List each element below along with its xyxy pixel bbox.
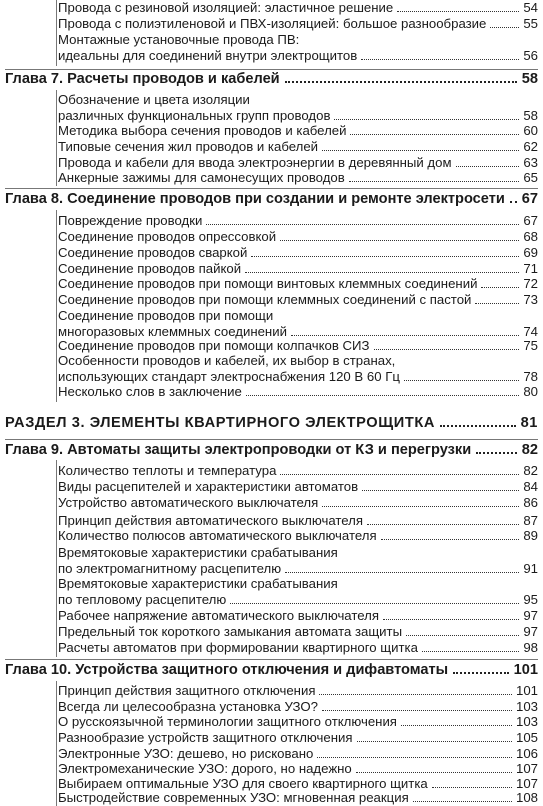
dot-leader	[374, 349, 520, 350]
indent-rule	[56, 210, 57, 402]
entry-page: 54	[523, 0, 538, 15]
entry-page: 97	[523, 608, 538, 623]
entry-title: Выбираем оптимальные УЗО для своего квартирного щитка	[58, 776, 428, 791]
entry-title: Провода с резиновой изоляцией: эластичное решение	[58, 0, 394, 15]
entry-title: Соединение проводов при помощи клеммных соединений с пастой	[58, 292, 472, 307]
dot-leader	[285, 572, 519, 573]
entry-page: 108	[515, 790, 538, 805]
entry-page: 91	[523, 561, 538, 576]
dot-leader	[285, 81, 517, 83]
chapter-title: Глава 10. Устройства защитного отключения и дифавтоматы	[5, 662, 449, 678]
toc-entry	[58, 292, 538, 308]
entry-title: Всегда ли целесообразна установка УЗО?	[58, 699, 318, 714]
entry-title: Соединение проводов опрессовкой	[58, 229, 277, 244]
entry-page: 89	[523, 528, 538, 543]
entry-title: Разнообразие устройств защитного отключения	[58, 730, 353, 745]
chapter-page: 58	[521, 71, 538, 87]
entry-title: Рабочее напряжение автоматического выключателя	[58, 608, 379, 623]
dot-leader	[317, 757, 512, 758]
dot-leader	[361, 59, 519, 60]
dot-leader	[357, 741, 512, 742]
dot-leader	[350, 134, 519, 135]
dot-leader	[280, 474, 519, 475]
dot-leader	[404, 380, 519, 381]
entry-page: 62	[523, 139, 538, 154]
toc-entry	[58, 245, 538, 261]
entry-page: 71	[523, 261, 538, 276]
entry-page: 107	[515, 761, 538, 776]
entry-title: Типовые сечения жил проводов и кабелей	[58, 139, 319, 154]
entry-page: 82	[523, 463, 538, 478]
entry-page: 101	[515, 683, 538, 698]
divider	[5, 439, 538, 440]
toc-entry	[58, 790, 538, 806]
entry-title: Количество полюсов автоматического выключателя	[58, 528, 377, 543]
toc-entry	[58, 213, 538, 229]
entry-page: 68	[523, 229, 538, 244]
entry-title: Расчеты автоматов при формировании квартирного щитка	[58, 640, 418, 655]
dot-leader	[413, 801, 512, 802]
toc-entry	[58, 608, 538, 624]
divider	[5, 659, 538, 660]
dot-leader	[456, 166, 520, 167]
toc-entry	[58, 92, 538, 124]
toc-entry	[58, 338, 538, 354]
entry-page: 74	[523, 324, 538, 339]
toc-entry	[58, 683, 538, 699]
entry-page: 95	[523, 592, 538, 607]
entry-title: Электронные УЗО: дешево, но рисковано	[58, 746, 314, 761]
entry-title-line1: Времятоковые характеристики срабатывания	[58, 576, 338, 591]
dot-leader	[356, 772, 512, 773]
entry-title-line1: Обозначение и цвета изоляции	[58, 92, 250, 107]
toc-entry	[58, 463, 538, 479]
toc-entry	[58, 528, 538, 544]
dot-leader	[245, 272, 519, 273]
toc-entry	[58, 229, 538, 245]
entry-page: 69	[523, 245, 538, 260]
toc-entry	[58, 495, 538, 511]
toc-entry	[58, 576, 538, 608]
entry-title: Виды расцепителей и характеристики автоматов	[58, 479, 359, 494]
indent-rule	[56, 0, 57, 66]
entry-title: по электромагнитному расцепителю	[58, 561, 282, 576]
entry-title: Повреждение проводки	[58, 213, 203, 228]
entry-page: 84	[523, 479, 538, 494]
chapter-heading	[5, 70, 538, 88]
entry-page: 86	[523, 495, 538, 510]
entry-title: использующих стандарт электроснабжения 120 В 60 Гц	[58, 369, 400, 384]
entry-title: многоразовых клеммных соединений	[58, 324, 287, 339]
entry-title-line1: Времятоковые характеристики срабатывания	[58, 545, 338, 560]
toc-entry	[58, 123, 538, 139]
chapter-heading	[5, 661, 538, 679]
entry-title: Анкерные зажимы для самонесущих проводов	[58, 170, 345, 185]
entry-page: 105	[515, 730, 538, 745]
entry-title: О русскоязычной терминологии защитного отключения	[58, 714, 397, 729]
toc-entry	[58, 32, 538, 64]
toc-entry	[58, 261, 538, 277]
dot-leader	[334, 119, 519, 120]
entry-title: Провода и кабели для ввода электроэнергии в деревянный дом	[58, 155, 452, 170]
entry-page: 78	[523, 369, 538, 384]
toc-entry	[58, 640, 538, 656]
section-heading	[5, 414, 538, 432]
toc-entry	[58, 353, 538, 385]
dot-leader	[432, 787, 512, 788]
entry-title: Принцип действия автоматического выключателя	[58, 513, 363, 528]
dot-leader	[422, 651, 519, 652]
chapter-page: 67	[521, 191, 538, 207]
indent-rule	[56, 681, 57, 806]
dot-leader	[230, 603, 519, 604]
dot-leader	[251, 256, 519, 257]
chapter-page: 82	[521, 442, 538, 458]
dot-leader	[349, 181, 520, 182]
entry-title: Провода с полиэтиленовой и ПВХ-изоляцией: большое разнообразие	[58, 16, 487, 31]
entry-page: 98	[523, 640, 538, 655]
dot-leader	[322, 506, 519, 507]
entry-title-line1: Соединение проводов при помощи	[58, 308, 274, 323]
dot-leader	[246, 395, 520, 396]
entry-page: 106	[515, 746, 538, 761]
chapter-page: 101	[513, 662, 538, 678]
entry-page: 58	[523, 108, 538, 123]
entry-page: 63	[523, 155, 538, 170]
toc-entry	[58, 16, 538, 32]
toc-entry	[58, 513, 538, 529]
entry-page: 67	[523, 213, 538, 228]
toc-entry	[58, 139, 538, 155]
entry-page: 97	[523, 624, 538, 639]
toc-entry	[58, 699, 538, 715]
entry-page: 73	[523, 292, 538, 307]
dot-leader	[280, 240, 519, 241]
entry-page: 75	[523, 338, 538, 353]
toc-entry	[58, 479, 538, 495]
dot-leader	[206, 224, 519, 225]
chapter-title: Глава 8. Соединение проводов при создании и ремонте электросети	[5, 191, 505, 207]
entry-page: 72	[523, 276, 538, 291]
dot-leader	[383, 619, 519, 620]
entry-title: Методика выбора сечения проводов и кабелей	[58, 123, 347, 138]
entry-page: 107	[515, 776, 538, 791]
entry-title: Несколько слов в заключение	[58, 384, 242, 399]
chapter-heading	[5, 441, 538, 459]
chapter-title: Глава 9. Автоматы защиты электропроводки от КЗ и перегрузки	[5, 442, 472, 458]
entry-page: 56	[523, 48, 538, 63]
toc-entry	[58, 155, 538, 171]
entry-page: 87	[523, 513, 538, 528]
dot-leader	[406, 635, 519, 636]
toc-entry	[58, 730, 538, 746]
toc-entry	[58, 761, 538, 777]
entry-title: Соединение проводов при помощи винтовых клеммных соединений	[58, 276, 478, 291]
indent-rule	[56, 460, 57, 657]
toc-entry	[58, 545, 538, 577]
chapter-title: Глава 7. Расчеты проводов и кабелей	[5, 71, 280, 87]
toc-entry	[58, 170, 538, 186]
dot-leader	[475, 303, 519, 304]
dot-leader	[490, 27, 519, 28]
chapter-heading	[5, 190, 538, 208]
entry-title: Соединение проводов сваркой	[58, 245, 248, 260]
entry-title-line1: Особенности проводов и кабелей, их выбор в странах,	[58, 353, 396, 368]
dot-leader	[367, 524, 519, 525]
entry-title: по тепловому расцепителю	[58, 592, 227, 607]
dot-leader	[362, 490, 519, 491]
entry-page: 65	[523, 170, 538, 185]
dot-leader	[322, 150, 519, 151]
toc-entry	[58, 624, 538, 640]
dot-leader	[481, 287, 519, 288]
section-page: 81	[520, 415, 538, 431]
toc-entry	[58, 384, 538, 400]
toc-entry	[58, 276, 538, 292]
entry-title: Количество теплоты и температура	[58, 463, 277, 478]
toc-entry	[58, 0, 538, 16]
dot-leader	[401, 725, 512, 726]
dot-leader	[291, 335, 519, 336]
dot-leader	[319, 694, 512, 695]
entry-title: Устройство автоматического выключателя	[58, 495, 319, 510]
entry-page: 55	[523, 16, 538, 31]
toc-entry	[58, 746, 538, 762]
entry-title: идеальны для соединений внутри электрощитов	[58, 48, 358, 63]
dot-leader	[381, 539, 520, 540]
dot-leader	[510, 201, 517, 203]
section-title: РАЗДЕЛ 3. ЭЛЕМЕНТЫ КВАРТИРНОГО ЭЛЕКТРОЩИТКА	[5, 415, 435, 431]
dot-leader	[476, 452, 517, 454]
entry-title: Электромеханические УЗО: дорого, но надежно	[58, 761, 352, 776]
entry-title: различных функциональных групп проводов	[58, 108, 331, 123]
dot-leader	[322, 710, 512, 711]
dot-leader	[397, 11, 519, 12]
entry-page: 103	[515, 714, 538, 729]
indent-rule	[56, 90, 57, 186]
entry-page: 103	[515, 699, 538, 714]
entry-page: 80	[523, 384, 538, 399]
toc-entry	[58, 714, 538, 730]
entry-page: 60	[523, 123, 538, 138]
dot-leader	[453, 672, 509, 674]
entry-title: Быстродействие современных УЗО: мгновенная реакция	[58, 790, 409, 805]
dot-leader	[440, 425, 516, 427]
entry-title: Предельный ток короткого замыкания автомата защиты	[58, 624, 403, 639]
entry-title-line1: Монтажные установочные провода ПВ:	[58, 32, 300, 47]
entry-title: Принцип действия защитного отключения	[58, 683, 316, 698]
toc-entry	[58, 308, 538, 340]
divider	[5, 188, 538, 189]
entry-title: Соединение проводов пайкой	[58, 261, 242, 276]
entry-title: Соединение проводов при помощи колпачков СИЗ	[58, 338, 370, 353]
